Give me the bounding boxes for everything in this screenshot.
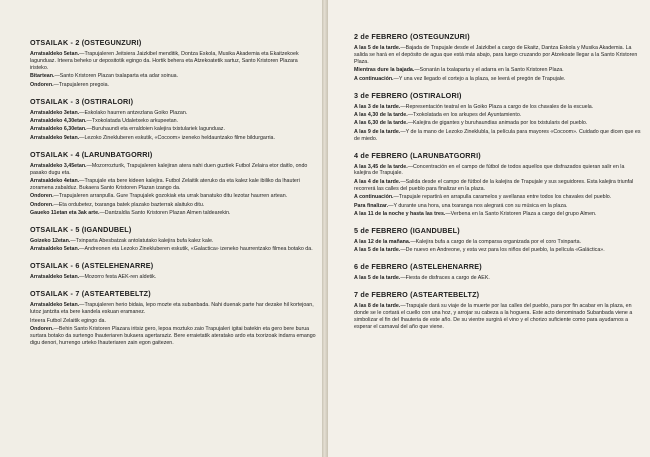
entry-text: —De nuevo en Andreone, y esta vez para los niños del pueblo, la película «Galáctica». (400, 247, 605, 254)
schedule-entry (30, 210, 316, 217)
entry-text: —Bajada de Trapujale desde el Jaizkibel a cargo de Ekaitz, Dantza Eskola y Musika Akademia. La salida se hará en el depósito de agua que está más abajo, para luego cruzando por Atzekoate llegar a la Santo Kristoren Plaza. (354, 45, 638, 65)
entry-text: —Representación teatral en la Goiko Plaza a cargo de los chavales de la escuela. (400, 103, 594, 110)
schedule-entry (354, 239, 642, 246)
entry-text: —Mozorro festa AEK-ren aldetik. (79, 274, 157, 281)
entry-time-label: Arratsaldeko 4,30etan. (30, 117, 87, 124)
entry-text: —Sonarán la txalaparta y el adarra en la Santo Kristoren Plaza. (414, 67, 564, 74)
schedule-entry (30, 110, 316, 117)
entry-text: —Santo Kristoren Plazan txalaparta eta adar soinua. (54, 73, 179, 80)
entry-text: —Verbena en la Santo Kristoren Plaza a cargo del grupo Almen. (445, 211, 597, 217)
entry-text: —Concentración en el campo de fútbol de todos aquellos que disfrazados quieran salir en la kalejira de Trapujale. (354, 163, 625, 177)
entry-time-label: Ondoren. (30, 81, 54, 88)
entry-time-label: Arratsaldeko 5etan. (30, 302, 80, 309)
schedule-entry (30, 178, 316, 192)
day-heading: OTSAILAK - 2 (OSTEGUNZURI) (30, 38, 142, 47)
entry-time-label: Arratsaldeko 5etan. (30, 274, 80, 281)
schedule-entry (30, 246, 316, 253)
entry-time-label: Ondoren. (30, 201, 54, 208)
entry-text: —Trapujaleren arranpulla. Gure Trapujalek gozokiak eta urrak banatuko ditu lezotar haurren artean. (53, 193, 288, 200)
entry-text: —Behin Santo Kristoren Plazara iritsiz gero, lepoa moztuko zaio Trapujaleri igitai batekin eta gero bere burua surtara botako da surtengo lhauteriaren bukaera agertaraziz. Bere erraietatik ateratako ardo eta txorizoak indarra emango digu denori, hurrengo urteko Ihauteriaren zain egon gaitezen. (30, 325, 316, 346)
entry-time-label: A las 11 de la noche y hasta las tres. (354, 211, 446, 217)
entry-time-label: Arratsaldeko 6,30etan. (30, 126, 87, 133)
entry-text: —Trapujaleren herio bidaia, lepo mozte eta subanbada. Nahi duenak parte har dezake hil kortejoan, lutoz jantzita eta bere kandela eskuan eramanez. (30, 302, 314, 316)
schedule-entry (354, 104, 642, 111)
schedule-entry (354, 67, 642, 74)
entry-text: —Salida desde el campo de fútbol de la kalejira de Trapujale y sus seguidores. Esta kalejira triunfal recorrerá las calles del pueblo para finalizar en la plaza. (354, 178, 634, 192)
entry-text: —Txokolatada Udaletxeko arkupeetan. (86, 117, 179, 124)
schedule-entry (30, 238, 316, 245)
schedule-entry (354, 129, 642, 143)
schedule-entry (30, 126, 316, 133)
schedule-entry (354, 120, 642, 127)
entry-time-label: A las 5 de la tarde. (354, 275, 401, 282)
left-day-list (30, 38, 316, 347)
entry-text: —Txokolatada en los arkupes del Ayuntamiento. (407, 111, 522, 118)
entry-text: —Eskolako haurren antzezlana Goiko Plazan. (79, 109, 188, 116)
day-heading: OTSAILAK - 7 (ASTEARTEBELTZ) (30, 289, 151, 299)
entry-time-label: A las 3,45 de la tarde. (354, 163, 408, 170)
entry-time-label: Ondoren. (30, 193, 54, 200)
day-heading: OTSAILAK - 4 (LARUNBATGORRI) (30, 149, 153, 159)
entry-time-label: A las 8 de la tarde. (354, 303, 401, 310)
entry-text: —Y durante una hora, una txaranga nos alegrará con su música en la plaza. (388, 202, 568, 209)
day-heading: OTSAILAK - 3 (OSTIRALORI) (30, 96, 134, 106)
entry-text: —Trapujale eta bere kideen kalejira. Futbol Zelaitik ateruko da eta kalez kale ibiliko da lhauteri zoramena zabalduz. Bukaera Santo Kristoren Plazan izango da. (30, 177, 300, 191)
schedule-entry (354, 211, 642, 218)
entry-text: —Fiesta de disfraces a cargo de AEK. (400, 275, 490, 282)
right-page-spanish (328, 0, 650, 457)
schedule-entry (354, 164, 642, 178)
entry-time-label: A las 5 de la tarde. (354, 247, 401, 254)
day-heading: 2 de FEBRERO (OSTEGUNZURI) (354, 32, 470, 41)
entry-time-label: Mientras dure la bajada. (354, 67, 415, 74)
entry-time-label: Bitartean. (30, 73, 55, 80)
day-heading: 6 de FEBRERO (ASTELEHENARRE) (354, 262, 482, 272)
entry-text: —Dantzaldia Santo Kristoren Plazan Almen taldearekin. (99, 210, 231, 217)
day-heading: OTSAILAK - 5 (IGANDUBEL) (30, 225, 132, 234)
schedule-entry (354, 76, 642, 83)
day-heading: 7 de FEBRERO (ASTEARTEBELTZ) (354, 290, 480, 300)
entry-text: —Lezoko Zinekluberen eskutik, «Cocoom» izeneko heldauntzako filme bildurgarria. (79, 134, 275, 141)
schedule-entry (354, 203, 642, 210)
schedule-entry (30, 82, 316, 89)
entry-time-label: A las 6,30 de la tarde. (354, 120, 408, 127)
schedule-entry (30, 302, 316, 316)
entry-time-label: Gaueko 11etan eta 3ak arte. (30, 210, 100, 217)
schedule-entry (354, 179, 642, 193)
entry-text: —Kalejira de gigantes y buruhaundias animada por los txistularis del pueblo. (407, 120, 588, 127)
schedule-entry (30, 326, 316, 347)
entry-time-label: Goizeko 12etan. (30, 238, 71, 244)
schedule-entry (30, 163, 316, 177)
entry-text: —Buruhaundi eta erraldoien kalejira txistulariek lagunduaz. (86, 126, 225, 133)
entry-text: —Eta ordubetez, txaranga batek plazako bazterrak alaituko ditu. (53, 201, 205, 208)
schedule-entry (30, 135, 316, 142)
day-heading: 4 de FEBRERO (LARUNBATGORRI) (354, 150, 481, 160)
entry-text: —Y de la mano de Lezoko Zineklubla, la película para mayores «Cocoom». Cuidado que dicen que es de miedo. (354, 128, 641, 142)
schedule-entry (354, 194, 642, 201)
entry-time-label: Arratsaldeko 4etan. (30, 177, 80, 184)
entry-text: —Trapujale dará su viaje de la muerte por las calles del pueblo, para por fin acabar en la plaza, en donde se le cortará el cuello con una hoz, y arrojar su cabeza a la hoguera. Este acto denominado Subanbada viene a simbolizar el fin del Ihauteria de este año. De su vientre surgirá el vino y el chorizo suficiente como para ayudarnos a esperar el carnaval del año que viene. (354, 303, 633, 330)
schedule-entry (354, 275, 642, 282)
schedule-entry (30, 51, 316, 72)
entry-time-label: A continuación. (354, 75, 394, 82)
entry-time-label: A las 5 de la tarde. (354, 45, 401, 51)
schedule-entry (30, 202, 316, 209)
entry-time-label: Arratsaldeko 5etan. (30, 51, 80, 57)
schedule-entry (354, 112, 642, 119)
schedule-entry (354, 303, 642, 331)
entry-time-label: Arratsaldeko 3,45etan. (30, 162, 87, 169)
schedule-entry (354, 247, 642, 254)
right-day-list (354, 32, 642, 331)
entry-text: —Y una vez llegado el cortejo a la plaza, se leerá el pregón de Trapujale. (393, 75, 566, 82)
schedule-entry (30, 193, 316, 200)
schedule-entry (354, 45, 642, 66)
entry-text: —Trapujale repartirá en arrapulla caramelos y avellanas entre todos los chavales del pueblo. (393, 194, 612, 201)
schedule-entry (30, 73, 316, 80)
entry-time-label: A las 9 de la tarde. (354, 128, 401, 135)
entry-text: —Trapujaleren pregoia. (53, 81, 109, 88)
schedule-entry (30, 318, 316, 325)
entry-time-label: A las 3 de la tarde. (354, 103, 401, 110)
day-heading: 3 de FEBRERO (OSTIRALORI) (354, 90, 462, 100)
entry-text: —Kalejira bufa a cargo de la comparsa organizada por el coro Txinparta. (410, 238, 582, 245)
entry-time-label: Ondoren. (30, 325, 54, 332)
schedule-entry (30, 118, 316, 125)
entry-time-label: A las 12 de la mañana. (354, 238, 411, 245)
entry-text: Irteera Futbol Zelaitik egingo da. (30, 317, 106, 324)
schedule-entry (30, 274, 316, 281)
entry-text: —Mozorrozturik, Trapujaleren kalejiran atera nahi duen guztiek Futbol Zelaira etor daitlo, ondo pasako dugu eta. (30, 162, 308, 176)
entry-time-label: Para finalizar. (354, 202, 389, 209)
entry-time-label: Arratsaldeko 5etan. (30, 246, 80, 253)
entry-text: —Txinparta Abesbatzak antolatutako kalejira bufa kalez kale. (70, 238, 214, 244)
entry-time-label: Arratsaldeko 9etan. (30, 134, 80, 141)
entry-time-label: A continuación. (354, 194, 394, 201)
entry-text: —Trapujaleren Jeitsiera Jaizkibel menditik, Dontza Eskola, Musika Akademia eta Ekaitzekoek lagunduaz. Irteera beheko ur depositotik egingo da. Hortik behera eta Atzekoatetik sartuz, Santo Kristoren Plazara iristeko. (30, 51, 299, 71)
day-heading: 5 de FEBRERO (IGANDUBEL) (354, 225, 460, 235)
day-heading: OTSAILAK - 6 (ASTELEHENARRE) (30, 261, 154, 271)
entry-time-label: A las 4,30 de la tarde. (354, 111, 408, 118)
entry-time-label: A las 4 de la tarde. (354, 178, 401, 185)
left-page-basque (0, 0, 322, 457)
entry-time-label: Arratsaldeko 3etan. (30, 109, 80, 116)
entry-text: —Andreonen eta Lezoko Zinekluberen eskutik, «Galactica» izeneko haurrentzako filmea botako da. (79, 246, 313, 253)
